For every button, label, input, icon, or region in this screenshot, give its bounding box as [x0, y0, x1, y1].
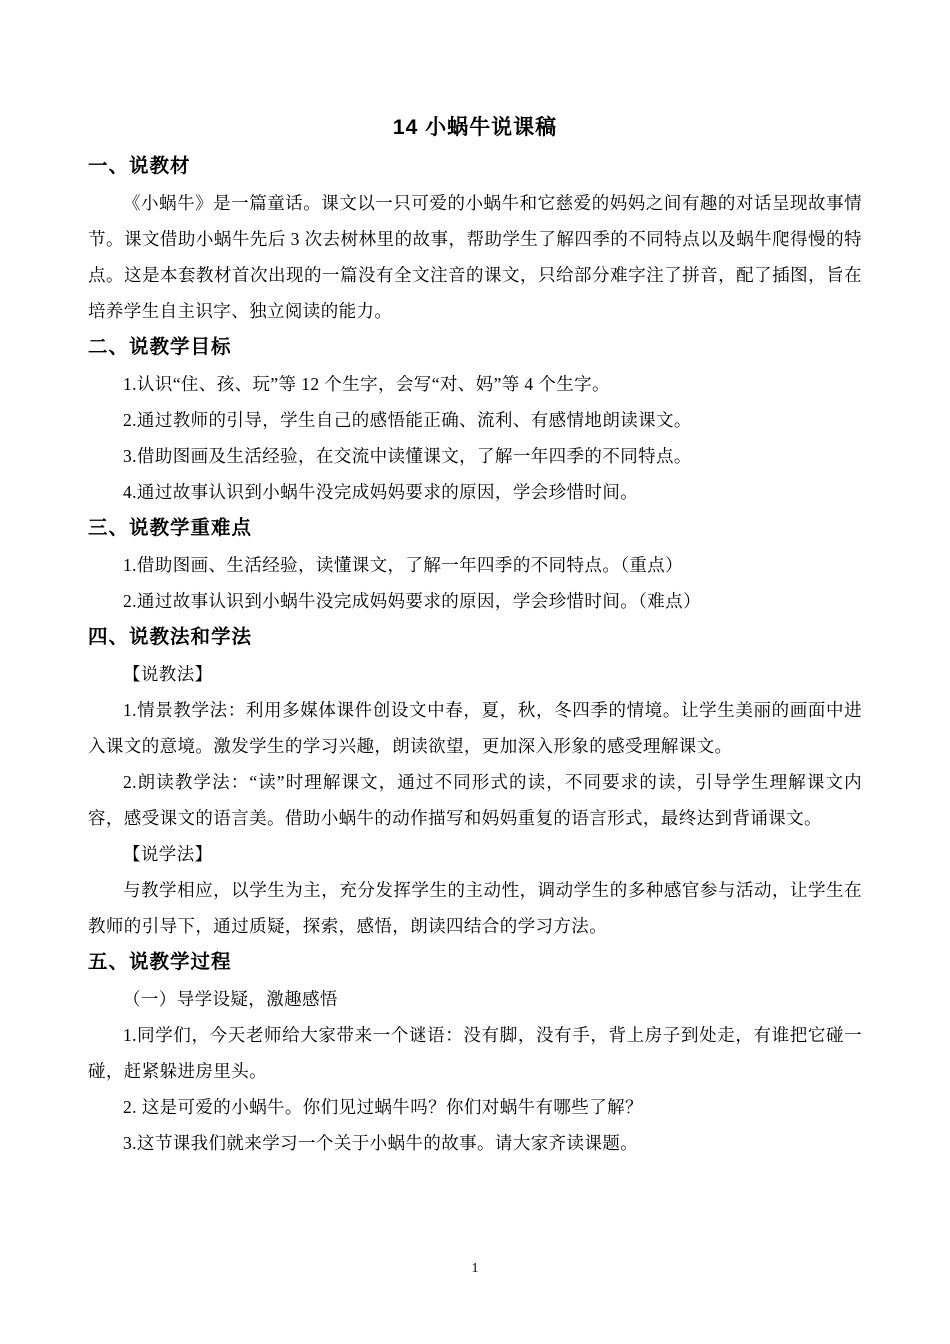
paragraph: 2.朗读教学法：“读”时理解课文，通过不同形式的读，不同要求的读，引导学生理解课文内容，感受课文的语言美。借助小蜗牛的动作描写和妈妈重复的语言形式，最终达到背诵课文。 [88, 772, 862, 828]
page-number: 1 [471, 1260, 479, 1275]
section-heading: 五、说教学过程 [88, 951, 232, 973]
paragraph: 与教学相应，以学生为主，充分发挥学生的主动性，调动学生的多种感官参与活动，让学生在教师的引导下，通过质疑，探索，感悟，朗读四结合的学习方法。 [88, 880, 862, 936]
section-teaching-learning-methods [88, 619, 862, 944]
section-teaching-process [88, 944, 862, 1161]
paragraph: 3.这节课我们就来学习一个关于小蜗牛的故事。请大家齐读课题。 [123, 1133, 639, 1153]
paragraph: 2. 这是可爱的小蜗牛。你们见过蜗牛吗？你们对蜗牛有哪些了解？ [123, 1097, 643, 1117]
paragraph: 1.认识“住、孩、玩”等 12 个生字，会写“对、妈”等 4 个生字。 [123, 374, 610, 394]
section-heading: 三、说教学重难点 [88, 517, 253, 539]
paragraph: 3.借助图画及生活经验，在交流中读懂课文，了解一年四季的不同特点。 [123, 446, 692, 466]
paragraph: 《小蜗牛》是一篇童话。课文以一只可爱的小蜗牛和它慈爱的妈妈之间有趣的对话呈现故事情节。课文借助小蜗牛先后 3 次去树林里的故事，帮助学生了解四季的不同特点以及蜗牛爬得慢的特点。这是本套教材首次出现的一篇没有全文注音的课文，只给部分难字注了拼音，配了插图，旨在培养学生自主识字、独立阅读的能力。 [88, 193, 862, 321]
section-teaching-goals [88, 329, 862, 510]
paragraph: （一）导学设疑，激趣感悟 [123, 989, 338, 1009]
section-key-difficult-points [88, 510, 862, 619]
paragraph: 2.通过教师的引导，学生自己的感悟能正确、流利、有感情地朗读课文。 [123, 410, 692, 430]
section-heading: 一、说教材 [88, 155, 191, 177]
paragraph: 1.借助图画、生活经验，读懂课文，了解一年四季的不同特点。（重点） [123, 555, 684, 575]
paragraph: 2.通过故事认识到小蜗牛没完成妈妈要求的原因，学会珍惜时间。（难点） [123, 591, 701, 611]
paragraph: 1.情景教学法：利用多媒体课件创设文中春，夏，秋，冬四季的情境。让学生美丽的画面中进入课文的意境。激发学生的学习兴趣，朗读欲望，更加深入形象的感受理解课文。 [88, 700, 862, 756]
page-title: 14 小蜗牛说课稿 [392, 116, 558, 139]
paragraph: 1.同学们，今天老师给大家带来一个谜语：没有脚，没有手，背上房子到处走，有谁把它碰一碰，赶紧躲进房里头。 [88, 1025, 862, 1081]
section-teaching-material [88, 148, 862, 329]
paragraph: 【说学法】 [123, 844, 213, 864]
page-footer [0, 1260, 950, 1276]
paragraph: 【说教法】 [123, 664, 213, 684]
section-heading: 二、说教学目标 [88, 336, 232, 358]
paragraph: 4.通过故事认识到小蜗牛没完成妈妈要求的原因，学会珍惜时间。 [123, 482, 639, 502]
section-heading: 四、说教法和学法 [88, 626, 253, 648]
